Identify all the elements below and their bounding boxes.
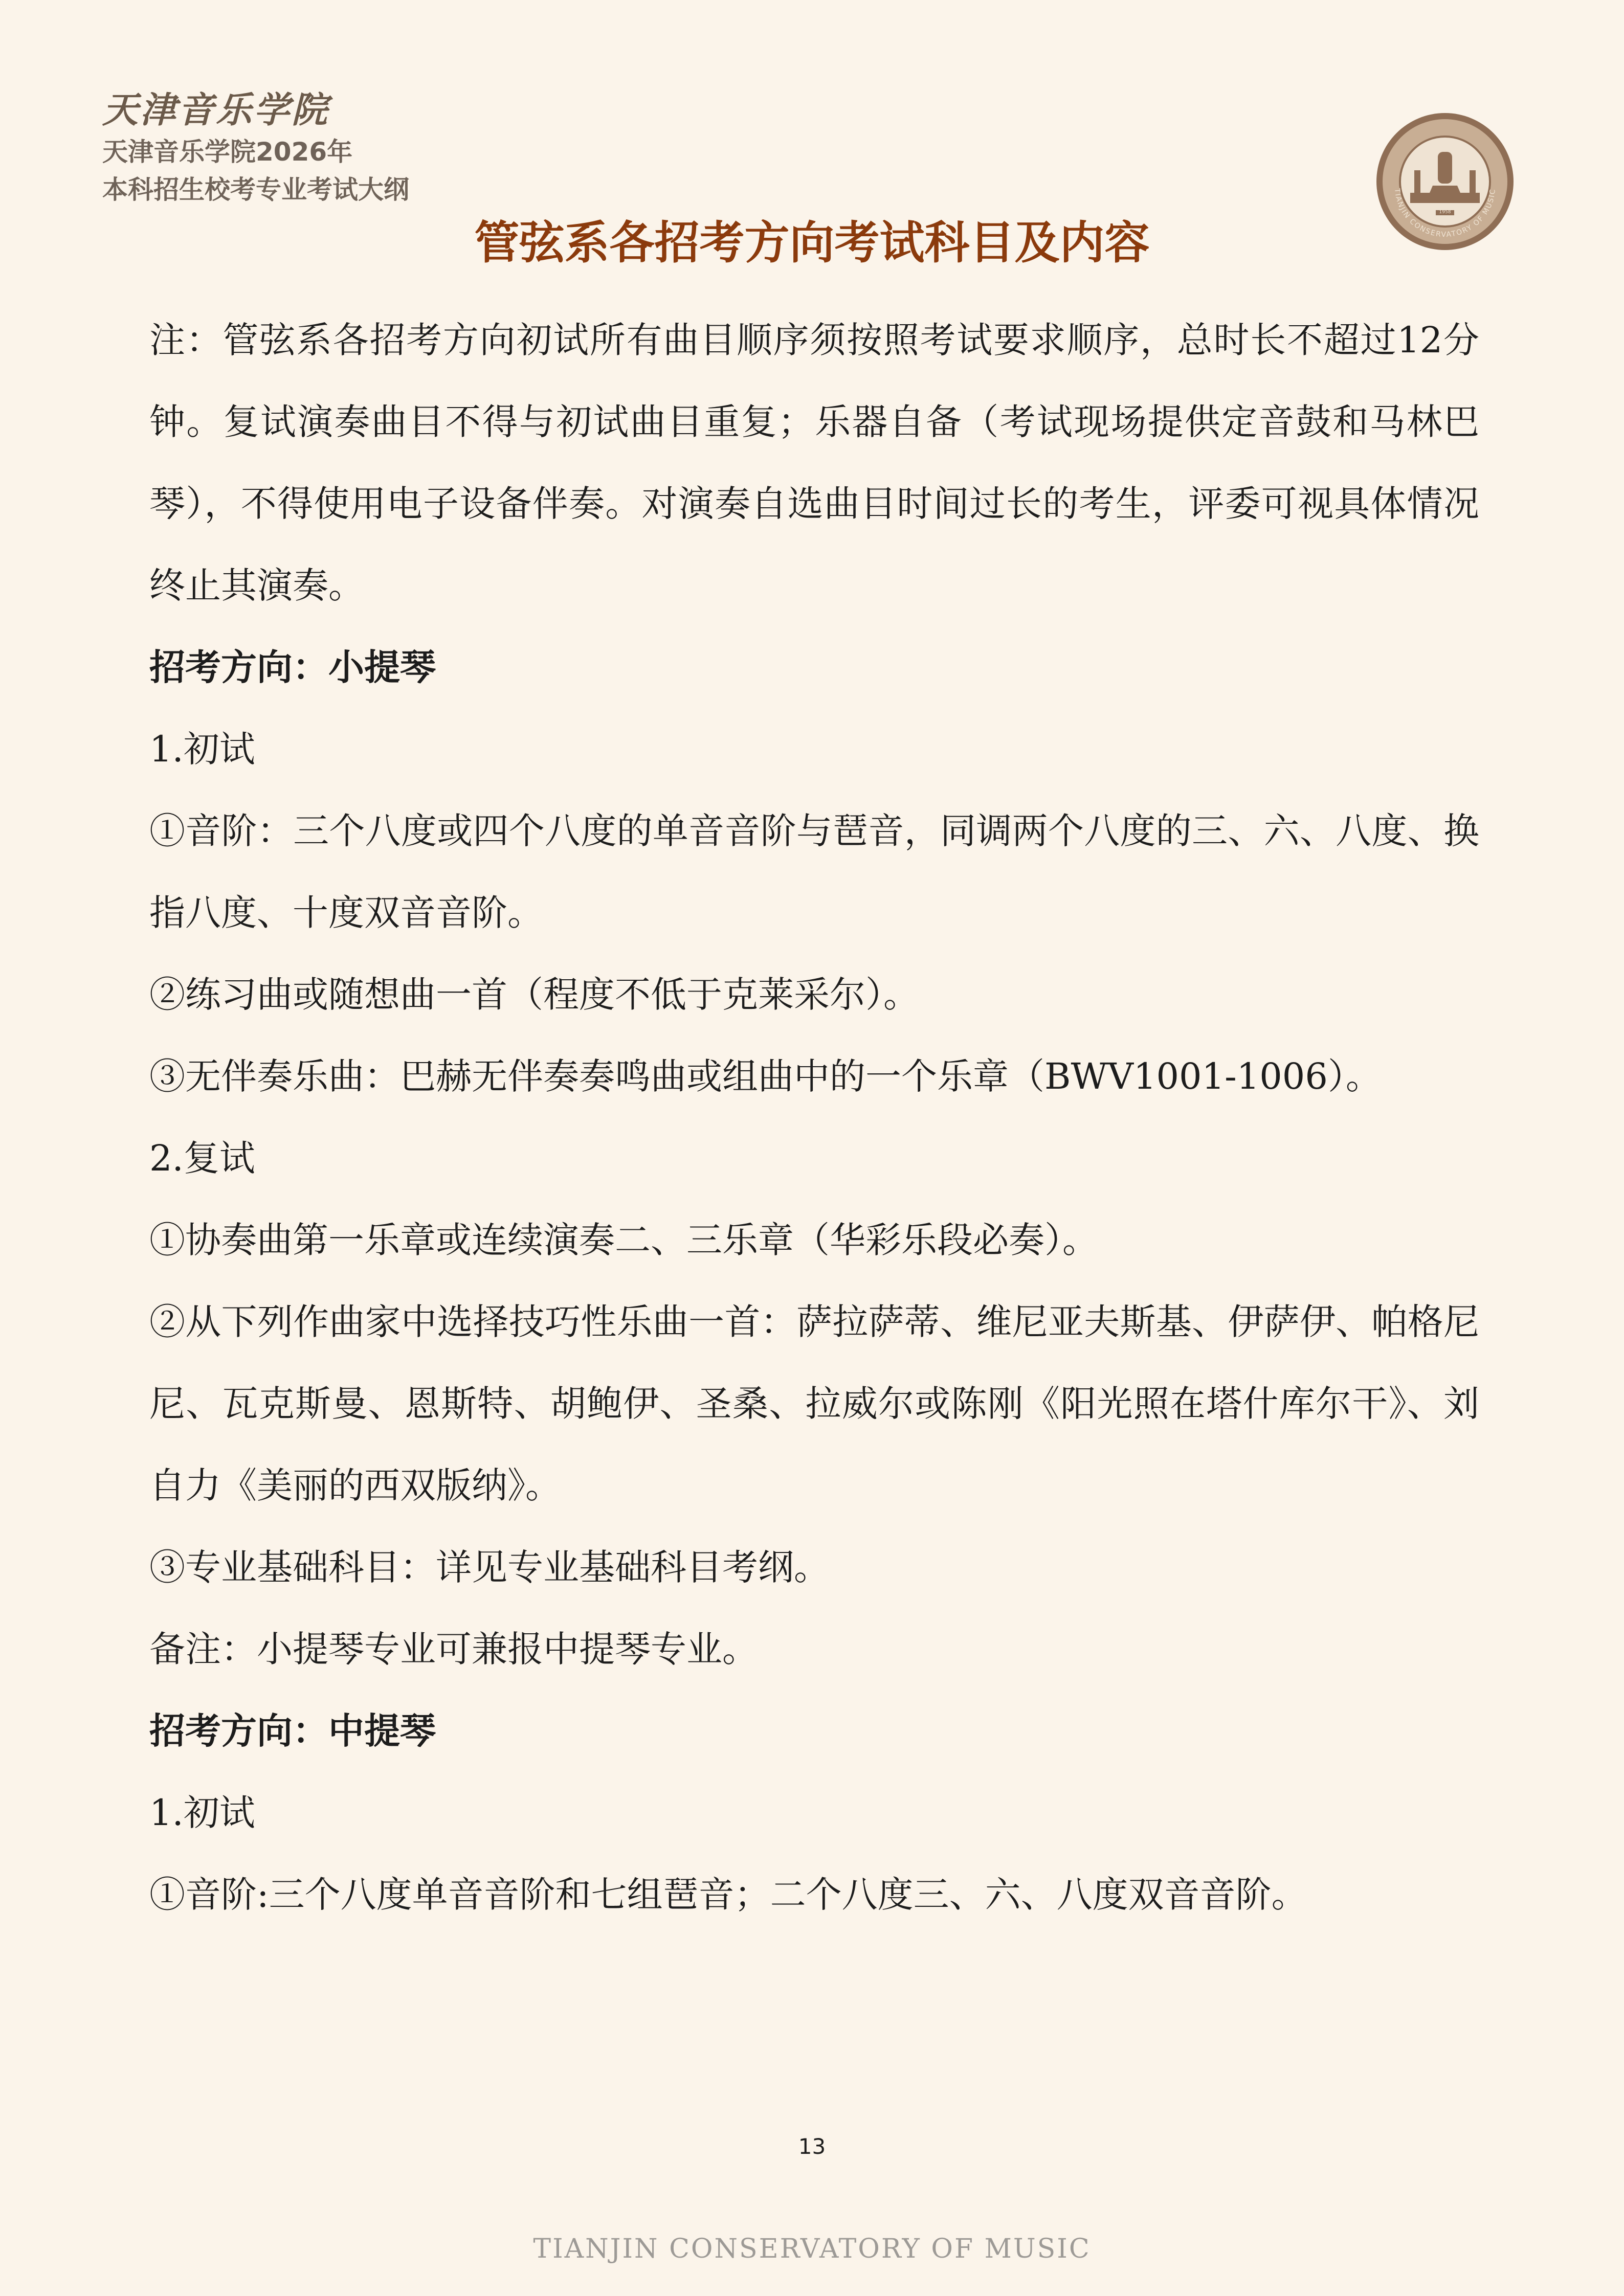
footer-institution-name: TIANJIN CONSERVATORY OF MUSIC (533, 2234, 1091, 2264)
body-paragraph: 1.初试 (149, 1792, 255, 1834)
body-paragraph: ③无伴奏乐曲：巴赫无伴奏奏鸣曲或组曲中的一个乐章（BWV1001-1006）。 (149, 1055, 1382, 1097)
body-paragraph: ①音阶：三个八度或四个八度的单音音阶与琶音，同调两个八度的三、六、八度、换指八度、十度双音音阶。 (149, 810, 1479, 934)
header-brand (102, 87, 409, 209)
body-paragraph: 注：管弦系各招考方向初试所有曲目顺序须按照考试要求顺序，总时长不超过12分钟。复试演奏曲目不得与初试曲目重复；乐器自备（考试现场提供定音鼓和马林巴琴），不得使用电子设备伴奏。对演奏自选曲目时间过长的考生，评委可视具体情况终止其演奏。 (149, 319, 1479, 606)
body-paragraph: ①协奏曲第一乐章或连续演奏二、三乐章（华彩乐段必奏）。 (149, 1219, 1098, 1261)
section-heading: 招考方向：小提琴 (149, 646, 436, 688)
header-line-1: 天津音乐学院2026年 (102, 137, 353, 167)
body-paragraph: ②练习曲或随想曲一首（程度不低于克莱采尔）。 (149, 974, 919, 1016)
body-paragraph: ①音阶:三个八度单音音阶和七组琶音；二个八度三、六、八度双音音阶。 (149, 1874, 1307, 1916)
body-paragraph: 备注：小提琴专业可兼报中提琴专业。 (149, 1628, 758, 1670)
seal-year: 1958 (1439, 210, 1451, 215)
body-paragraph: ③专业基础科目：详见专业基础科目考纲。 (149, 1546, 830, 1588)
body-paragraph: 1.初试 (149, 728, 255, 770)
document-body (149, 299, 1479, 1935)
seal-text: TIANJIN CONSERVATORY OF MUSIC (1392, 188, 1498, 239)
page-title: 管弦系各招考方向考试科目及内容 (474, 216, 1150, 269)
body-paragraph: 2.复试 (149, 1137, 255, 1179)
header-line-2: 本科招生校考专业考试大纲 (102, 175, 409, 205)
page-number: 13 (798, 2134, 826, 2159)
brand-calligraphy-name: 天津音乐学院 (102, 88, 329, 131)
body-paragraph: ②从下列作曲家中选择技巧性乐曲一首：萨拉萨蒂、维尼亚夫斯基、伊萨伊、帕格尼尼、瓦克斯曼、恩斯特、胡鲍伊、圣桑、拉威尔或陈刚《阳光照在塔什库尔干》、刘自力《美丽的西双版纳》。 (149, 1301, 1479, 1506)
section-heading: 招考方向：中提琴 (149, 1709, 436, 1752)
